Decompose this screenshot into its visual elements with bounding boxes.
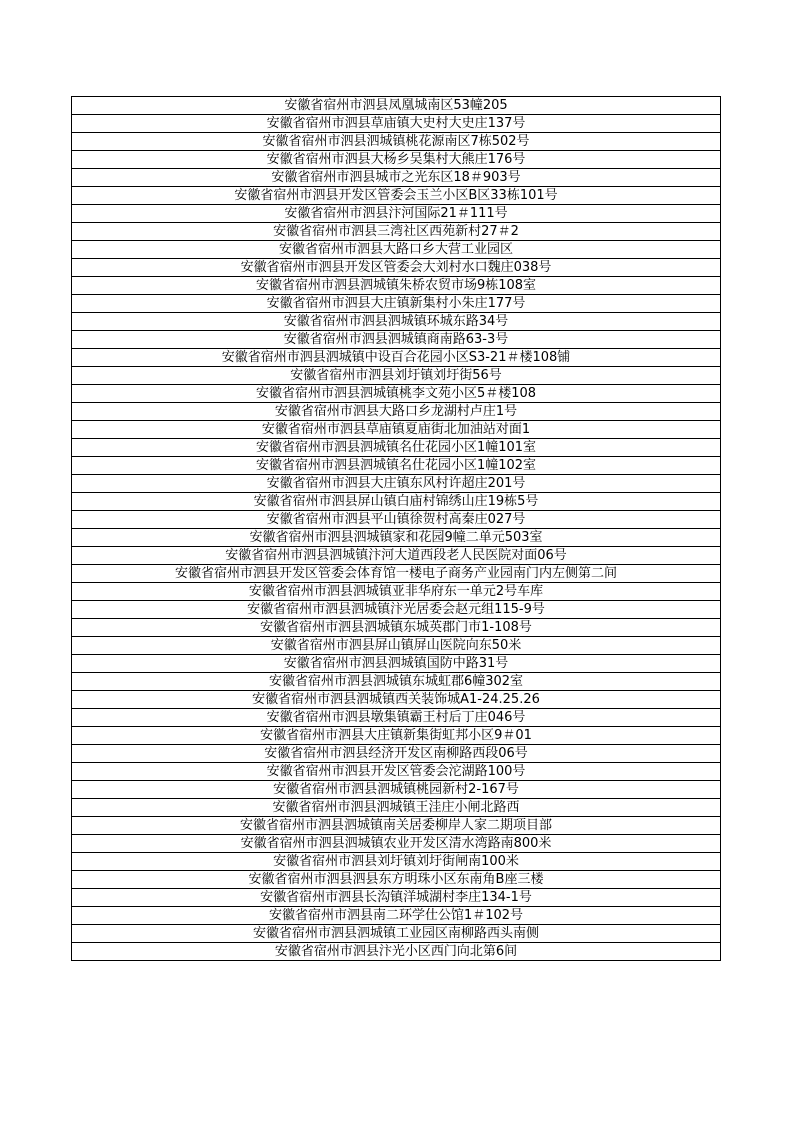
table-row [72, 925, 721, 943]
table-row [72, 187, 721, 205]
table-row [72, 439, 721, 457]
table-row [72, 565, 721, 583]
address-cell: 安徽省宿州市泗县泗城镇工业园区南柳路西头南侧 [72, 925, 721, 943]
table-row [72, 583, 721, 601]
table-row [72, 349, 721, 367]
table-row [72, 367, 721, 385]
address-cell: 安徽省宿州市泗县长沟镇洋城湖村李庄134-1号 [72, 889, 721, 907]
address-cell: 安徽省宿州市泗县泗城镇汴河大道西段老人民医院对面06号 [72, 547, 721, 565]
table-row [72, 97, 721, 115]
table-row [72, 547, 721, 565]
address-cell: 安徽省宿州市泗县泗城镇桃园新村2-167号 [72, 781, 721, 799]
address-cell: 安徽省宿州市泗县大庄镇东风村许超庄201号 [72, 475, 721, 493]
address-cell: 安徽省宿州市泗县泗城镇中设百合花园小区S3-21＃楼108铺 [72, 349, 721, 367]
address-cell: 安徽省宿州市泗县泗县东方明珠小区东南角B座三楼 [72, 871, 721, 889]
address-cell: 安徽省宿州市泗县南二环学仕公馆1＃102号 [72, 907, 721, 925]
address-cell: 安徽省宿州市泗县经济开发区南柳路西段06号 [72, 745, 721, 763]
table-row [72, 115, 721, 133]
table-row [72, 223, 721, 241]
address-cell: 安徽省宿州市泗县泗城镇王洼庄小闸北路西 [72, 799, 721, 817]
table-row [72, 889, 721, 907]
address-cell: 安徽省宿州市泗县凤凰城南区53幢205 [72, 97, 721, 115]
table-row [72, 493, 721, 511]
address-cell: 安徽省宿州市泗县汴光小区西门向北第6间 [72, 943, 721, 961]
address-cell: 安徽省宿州市泗县泗城镇环城东路34号 [72, 313, 721, 331]
table-row [72, 835, 721, 853]
address-cell: 安徽省宿州市泗县泗城镇名仕花园小区1幢102室 [72, 457, 721, 475]
address-cell: 安徽省宿州市泗县开发区管委会大刘村水口魏庄038号 [72, 259, 721, 277]
address-cell: 安徽省宿州市泗县泗城镇国防中路31号 [72, 655, 721, 673]
table-row [72, 205, 721, 223]
address-cell: 安徽省宿州市泗县大庄镇新集村小朱庄177号 [72, 295, 721, 313]
address-cell: 安徽省宿州市泗县泗城镇名仕花园小区1幢101室 [72, 439, 721, 457]
table-row [72, 259, 721, 277]
table-row [72, 133, 721, 151]
table-row [72, 313, 721, 331]
address-cell: 安徽省宿州市泗县草庙镇夏庙街北加油站对面1 [72, 421, 721, 439]
table-row [72, 169, 721, 187]
table-row [72, 655, 721, 673]
address-cell: 安徽省宿州市泗县泗城镇农业开发区清水湾路南800米 [72, 835, 721, 853]
table-row [72, 277, 721, 295]
address-cell: 安徽省宿州市泗县泗城镇朱桥农贸市场9栋108室 [72, 277, 721, 295]
table-row [72, 763, 721, 781]
table-row [72, 907, 721, 925]
table-row [72, 151, 721, 169]
address-cell: 安徽省宿州市泗县刘圩镇刘圩街56号 [72, 367, 721, 385]
table-row [72, 403, 721, 421]
table-row [72, 943, 721, 961]
address-cell: 安徽省宿州市泗县泗城镇桃花源南区7栋502号 [72, 133, 721, 151]
address-cell: 安徽省宿州市泗县泗城镇东城虹郡6幢302室 [72, 673, 721, 691]
table-row [72, 871, 721, 889]
address-cell: 安徽省宿州市泗县汴河国际21＃111号 [72, 205, 721, 223]
address-cell: 安徽省宿州市泗县泗城镇西关装饰城A1-24.25.26 [72, 691, 721, 709]
table-row [72, 673, 721, 691]
address-cell: 安徽省宿州市泗县三湾社区西苑新村27＃2 [72, 223, 721, 241]
table-row [72, 745, 721, 763]
address-cell: 安徽省宿州市泗县墩集镇霸王村后丁庄046号 [72, 709, 721, 727]
table-row [72, 457, 721, 475]
table-row [72, 529, 721, 547]
table-row [72, 709, 721, 727]
table-row [72, 853, 721, 871]
table-row [72, 601, 721, 619]
address-cell: 安徽省宿州市泗县大杨乡吴集村大熊庄176号 [72, 151, 721, 169]
address-cell: 安徽省宿州市泗县城市之光东区18＃903号 [72, 169, 721, 187]
table-row [72, 817, 721, 835]
address-cell: 安徽省宿州市泗县开发区管委会体育馆一楼电子商务产业园南门内左侧第二间 [72, 565, 721, 583]
address-cell: 安徽省宿州市泗县泗城镇亚非华府东一单元2号车库 [72, 583, 721, 601]
address-cell: 安徽省宿州市泗县屏山镇屏山医院向东50米 [72, 637, 721, 655]
address-table [71, 96, 721, 961]
table-row [72, 331, 721, 349]
table-row [72, 475, 721, 493]
table-row [72, 241, 721, 259]
address-cell: 安徽省宿州市泗县泗城镇南关居委柳岸人家二期项目部 [72, 817, 721, 835]
address-cell: 安徽省宿州市泗县泗城镇汴光居委会赵元组115-9号 [72, 601, 721, 619]
address-cell: 安徽省宿州市泗县开发区管委会沱湖路100号 [72, 763, 721, 781]
address-cell: 安徽省宿州市泗县泗城镇东城英郡门市1-108号 [72, 619, 721, 637]
table-row [72, 511, 721, 529]
address-cell: 安徽省宿州市泗县泗城镇商南路63-3号 [72, 331, 721, 349]
table-row [72, 691, 721, 709]
address-cell: 安徽省宿州市泗县泗城镇桃李文苑小区5＃楼108 [72, 385, 721, 403]
table-row [72, 619, 721, 637]
table-row [72, 727, 721, 745]
address-table-body [72, 97, 721, 961]
address-cell: 安徽省宿州市泗县开发区管委会玉兰小区B区33栋101号 [72, 187, 721, 205]
address-cell: 安徽省宿州市泗县大路口乡龙湖村卢庄1号 [72, 403, 721, 421]
address-cell: 安徽省宿州市泗县泗城镇家和花园9幢二单元503室 [72, 529, 721, 547]
address-cell: 安徽省宿州市泗县平山镇徐贺村高秦庄027号 [72, 511, 721, 529]
table-row [72, 295, 721, 313]
address-cell: 安徽省宿州市泗县大庄镇新集街虹邦小区9＃01 [72, 727, 721, 745]
address-cell: 安徽省宿州市泗县刘圩镇刘圩街闸南100米 [72, 853, 721, 871]
address-cell: 安徽省宿州市泗县大路口乡大营工业园区 [72, 241, 721, 259]
address-cell: 安徽省宿州市泗县屏山镇白庙村锦绣山庄19栋5号 [72, 493, 721, 511]
address-sheet [71, 96, 721, 961]
table-row [72, 637, 721, 655]
table-row [72, 385, 721, 403]
table-row [72, 781, 721, 799]
table-row [72, 421, 721, 439]
table-row [72, 799, 721, 817]
address-cell: 安徽省宿州市泗县草庙镇大史村大史庄137号 [72, 115, 721, 133]
